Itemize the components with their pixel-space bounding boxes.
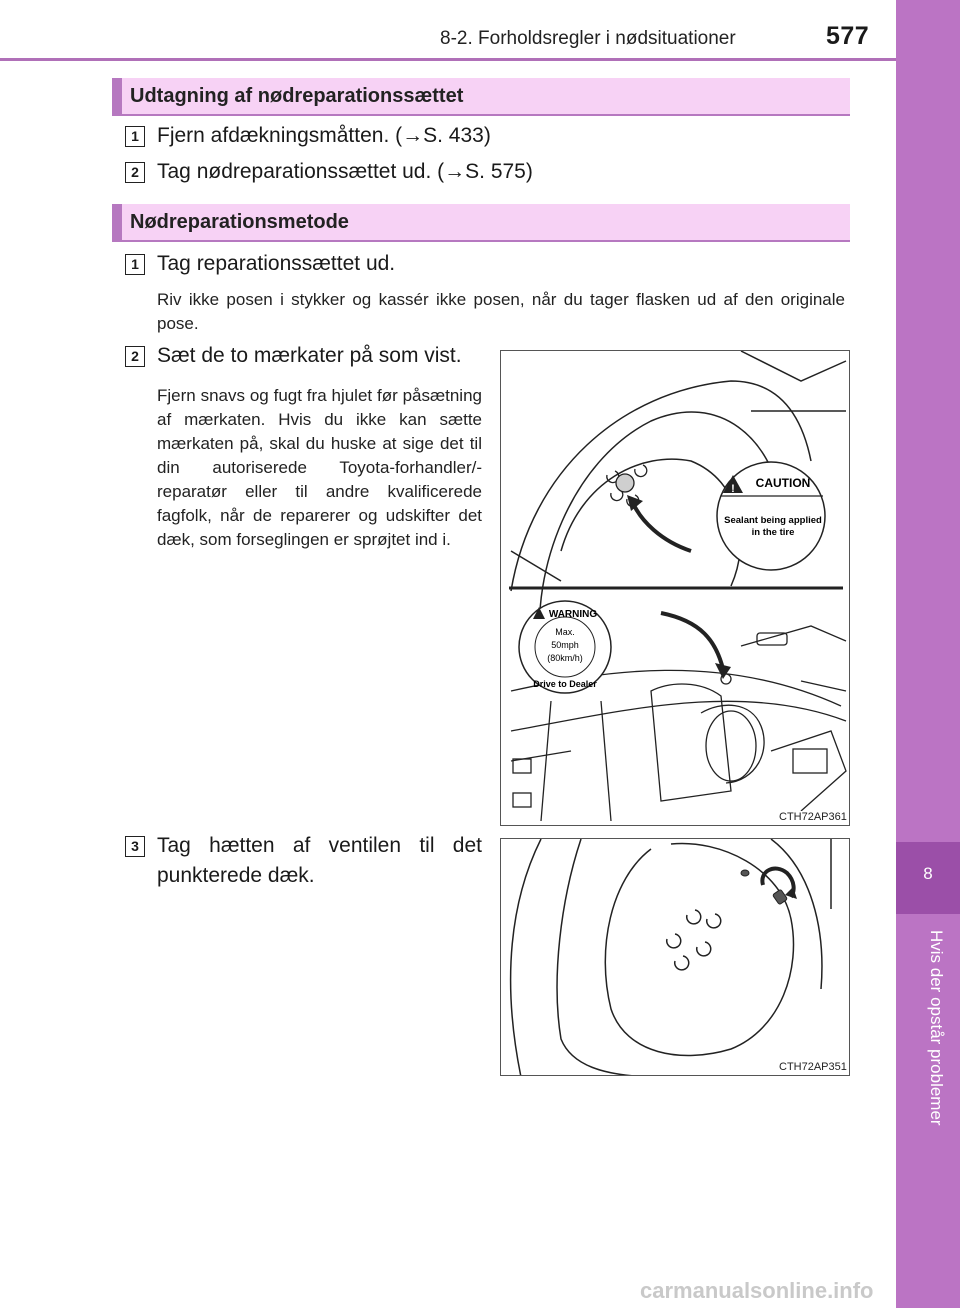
header-rule — [0, 58, 896, 61]
step-text: Tag hætten af ventilen til det — [157, 834, 482, 857]
step-note: Fjern snavs og fugt fra hjulet før påsætning af mærkaten. Hvis du ikke kan sætte mærkaten på, skal du huske at sige det til din autoriserede Toyota-forhandler/-reparatør eller til andre kvalificerede fagfolk, når de reparerer og udskifter det dæk, som forseglingen er sprøjtet ind i. — [157, 386, 482, 549]
page-number: 577 — [826, 22, 870, 50]
caution-line2: in the tire — [751, 527, 795, 538]
step-number: 1 — [125, 126, 145, 147]
chapter-number: 8 — [923, 864, 933, 883]
figure-valve — [500, 838, 850, 1076]
figure-code: CTH72AP351 — [779, 1061, 847, 1073]
caution-title: CAUTION — [755, 476, 811, 490]
step-text: Sæt de to mærkater på som vist. — [157, 344, 462, 367]
svg-text:!: ! — [731, 483, 735, 495]
step-number: 2 — [125, 346, 145, 367]
step-text: Tag reparationssættet ud. — [157, 252, 396, 275]
warning-sticker — [519, 601, 611, 693]
step-number: 2 — [125, 162, 145, 183]
warning-title: WARNING — [548, 609, 598, 620]
caution-line1: Sealant being applied — [724, 515, 822, 526]
step-number: 1 — [125, 254, 145, 275]
figure-stickers — [500, 350, 850, 826]
chapter-box — [896, 842, 960, 914]
warning-bottom: Drive to Dealer — [533, 679, 597, 689]
caution-sticker — [717, 462, 825, 570]
warning-line3: (80km/h) — [547, 653, 583, 663]
header-title: 8-2. Forholdsregler i nødsituationer — [440, 28, 736, 49]
watermark: carmanualsonline.info — [640, 1278, 874, 1303]
chapter-title: Hvis der opstår problemer — [927, 930, 946, 1126]
figure-code: CTH72AP361 — [779, 811, 847, 823]
section-heading-removal — [112, 78, 850, 116]
step-text: Tag nødreparationssættet ud. (→S. 575) — [157, 160, 533, 183]
warning-line1: Max. — [555, 627, 575, 637]
step-note: Riv ikke posen i stykker og kassér ikke posen, når du tager flasken ud af den originale pose. — [157, 290, 845, 333]
section-heading-method — [112, 204, 850, 242]
step-text: punkterede dæk. — [157, 864, 315, 887]
step-text: Fjern afdækningsmåtten. (→S. 433) — [157, 124, 491, 147]
sticker-illustration — [501, 351, 850, 826]
section-title: Udtagning af nødreparationssættet — [130, 85, 464, 107]
section-title: Nødreparationsmetode — [130, 211, 349, 233]
valve-illustration — [501, 839, 850, 1076]
step-number: 3 — [125, 836, 145, 857]
warning-line2: 50mph — [551, 640, 579, 650]
